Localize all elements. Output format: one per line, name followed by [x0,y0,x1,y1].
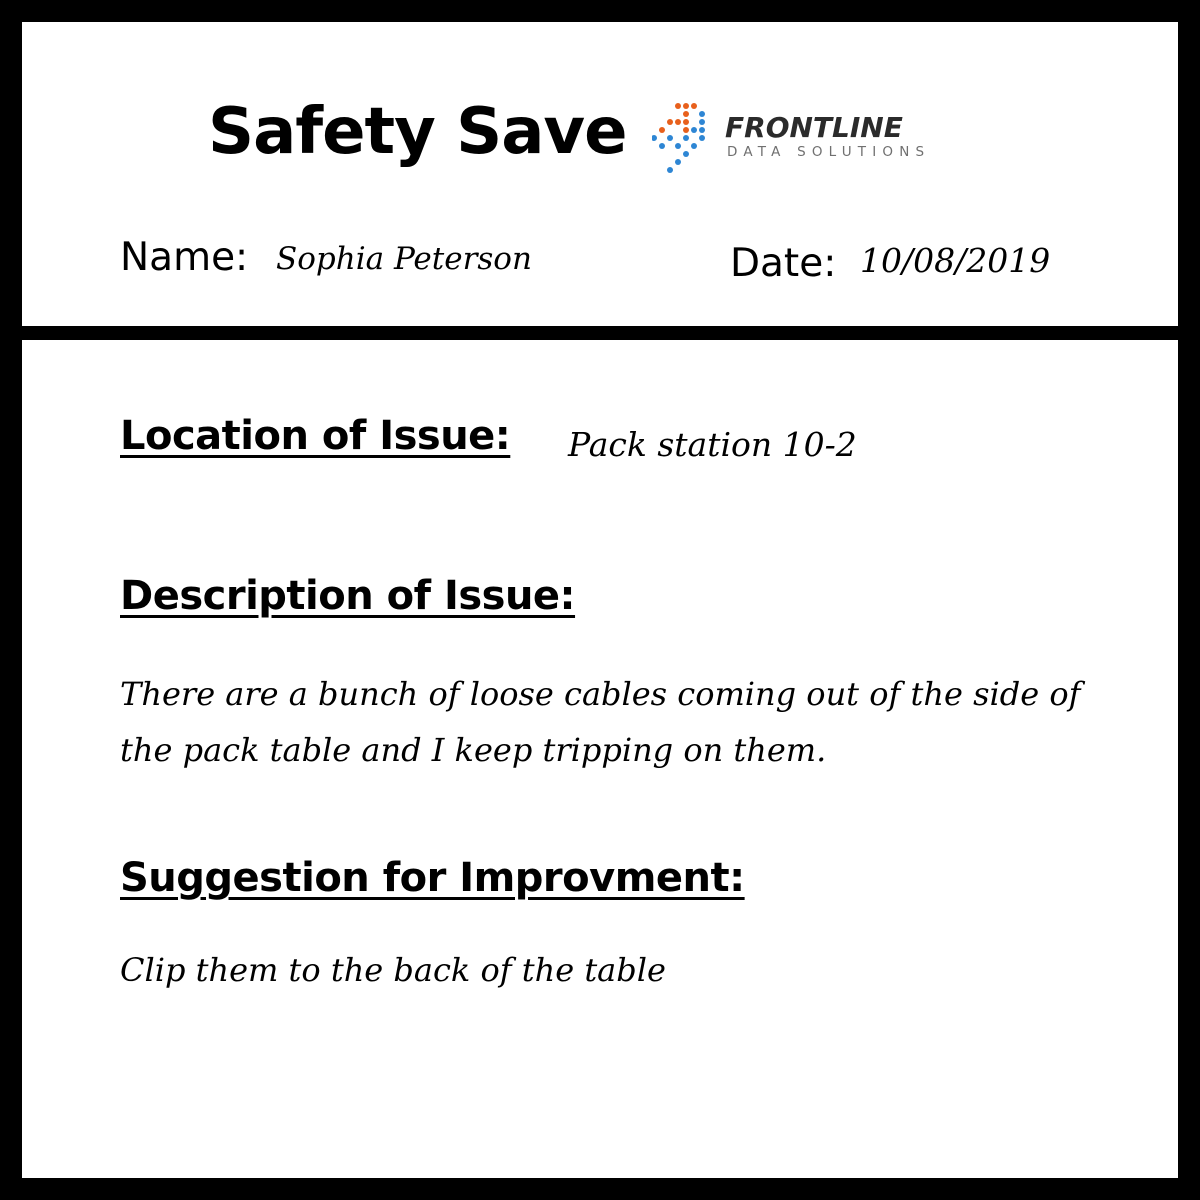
date-value: 10/08/2019 [860,241,1051,280]
description-text: There are a bunch of loose cables coming out of the side of the pack table and I keep tripping on them. [120,675,1081,769]
frontline-logo [652,100,982,180]
date-label: Date: [730,241,837,286]
suggestion-text: Clip them to the back of the table [120,951,666,989]
suggestion-heading: Suggestion for Improvment: [120,855,745,901]
description-heading: Description of Issue: [120,573,576,619]
name-value: Sophia Peterson [276,241,532,277]
page-title: Safety Save [208,95,627,169]
name-label: Name: [120,235,249,280]
logo-tagline: DATA SOLUTIONS [727,144,931,160]
form-panel [22,340,1178,1178]
frontline-logo-icon [652,100,716,176]
location-value: Pack station 10-2 [568,425,857,464]
header-panel [22,22,1178,326]
logo-wordmark: FRONTLINE [725,111,903,144]
location-heading: Location of Issue: [120,413,511,459]
